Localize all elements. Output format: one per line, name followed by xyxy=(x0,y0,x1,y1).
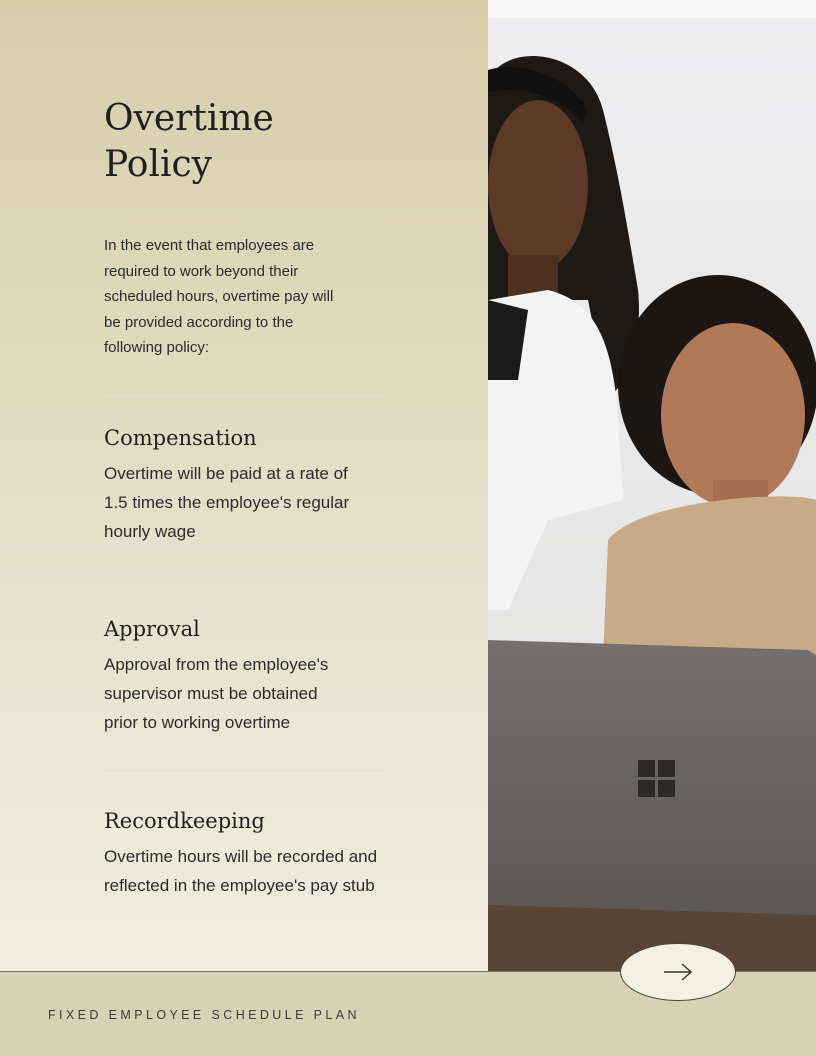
section-heading-compensation: Compensation xyxy=(104,426,257,450)
divider xyxy=(104,770,388,771)
divider xyxy=(104,581,388,582)
intro-text: In the event that employees are required to work beyond their scheduled hours, overtime pay will be provided according to the following policy: xyxy=(104,237,334,356)
arrow-right-icon xyxy=(662,962,694,982)
section-body-recordkeeping: Overtime hours will be recorded and reflected in the employee's pay stub xyxy=(104,847,378,895)
page-title xyxy=(104,96,404,188)
office-photo xyxy=(488,0,816,971)
divider xyxy=(104,395,388,396)
next-page-button[interactable] xyxy=(620,943,736,1001)
section-heading-approval: Approval xyxy=(104,617,200,641)
photo-illustration xyxy=(488,0,816,971)
title-line-2: Policy xyxy=(104,144,212,185)
section-body-approval: Approval from the employee's supervisor must be obtained prior to working overtime xyxy=(104,655,329,732)
section-body-compensation: Overtime will be paid at a rate of 1.5 times the employee's regular hourly wage xyxy=(104,464,350,541)
section-heading-recordkeeping: Recordkeeping xyxy=(104,809,265,833)
footer-label: FIXED EMPLOYEE SCHEDULE PLAN xyxy=(48,1008,360,1022)
title-line-1: Overtime xyxy=(104,98,274,139)
